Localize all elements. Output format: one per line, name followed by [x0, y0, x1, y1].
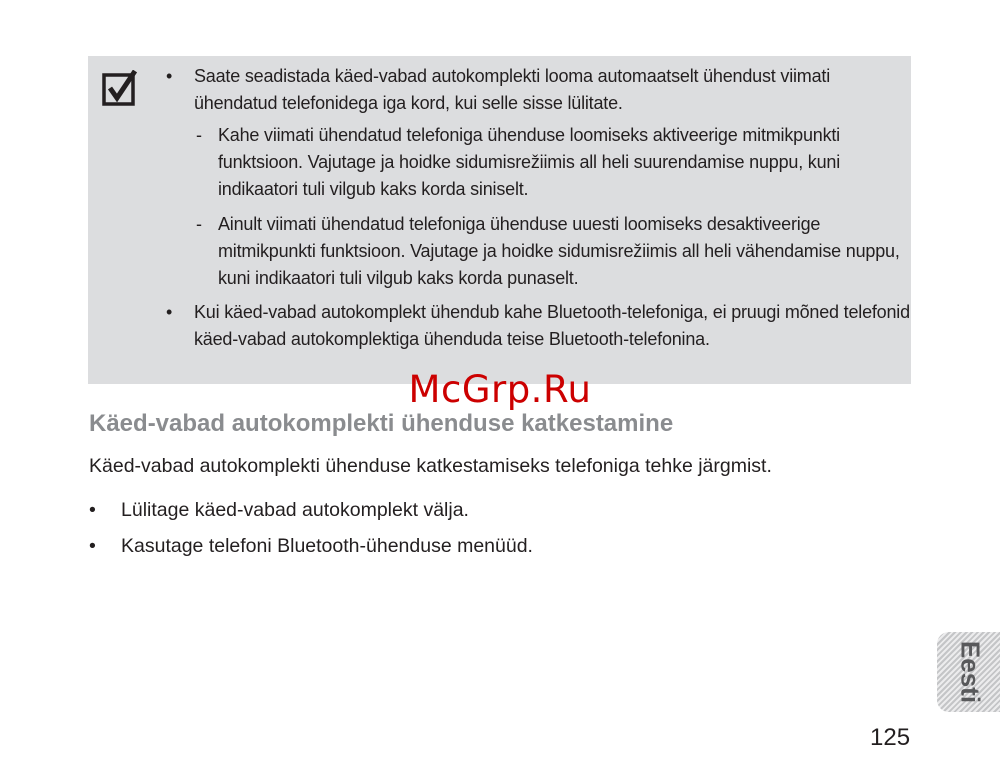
page-number: 125 — [870, 724, 911, 751]
section-heading: Käed-vabad autokomplekti ühenduse katkestamine — [89, 410, 674, 437]
language-tab-label: Eesti — [955, 640, 986, 704]
steps-list — [89, 497, 533, 569]
note-bullet-auto-connect: • Saate seadistada käed-vabad autokomplekti looma automaatselt ühendust viimati ühendatud telefonidega iga kord, kui selle sisse lülitate. — [166, 63, 914, 117]
step-item: • Kasutage telefoni Bluetooth-ühenduse menüüd. — [89, 533, 533, 569]
note-box — [88, 56, 911, 384]
intro-text: Käed-vabad autokomplekti ühenduse katkestamiseks telefoniga tehke järgmist. — [89, 455, 772, 477]
note-bullet-two-phones: • Kui käed-vabad autokomplekt ühendub kahe Bluetooth-telefoniga, ei pruugi mõned telefonid käed-vabad autokomplektiga ühenduda teise Bluetooth-telefonina. — [166, 299, 914, 353]
note-subitem-activate-multipoint: - Kahe viimati ühendatud telefoniga ühenduse loomiseks aktiveerige mitmikpunkti funktsioon. Vajutage ja hoidke sidumisrežiimis all heli suurendamise nuppu, kuni indikaatori tuli vilgub kaks korda siniselt. — [194, 122, 918, 203]
checkbox-check-icon — [102, 70, 138, 106]
language-tab — [937, 632, 1000, 712]
note-subitem-deactivate-multipoint: - Ainult viimati ühendatud telefoniga ühenduse uuesti loomiseks desaktiveerige mitmikpunkti funktsioon. Vajutage ja hoidke sidumisrežiimis all heli vähendamise nuppu, kuni indikaatori tuli vilgub kaks korda punaselt. — [194, 211, 918, 292]
step-item: • Lülitage käed-vabad autokomplekt välja. — [89, 497, 533, 533]
watermark: McGrp.Ru — [408, 368, 592, 411]
